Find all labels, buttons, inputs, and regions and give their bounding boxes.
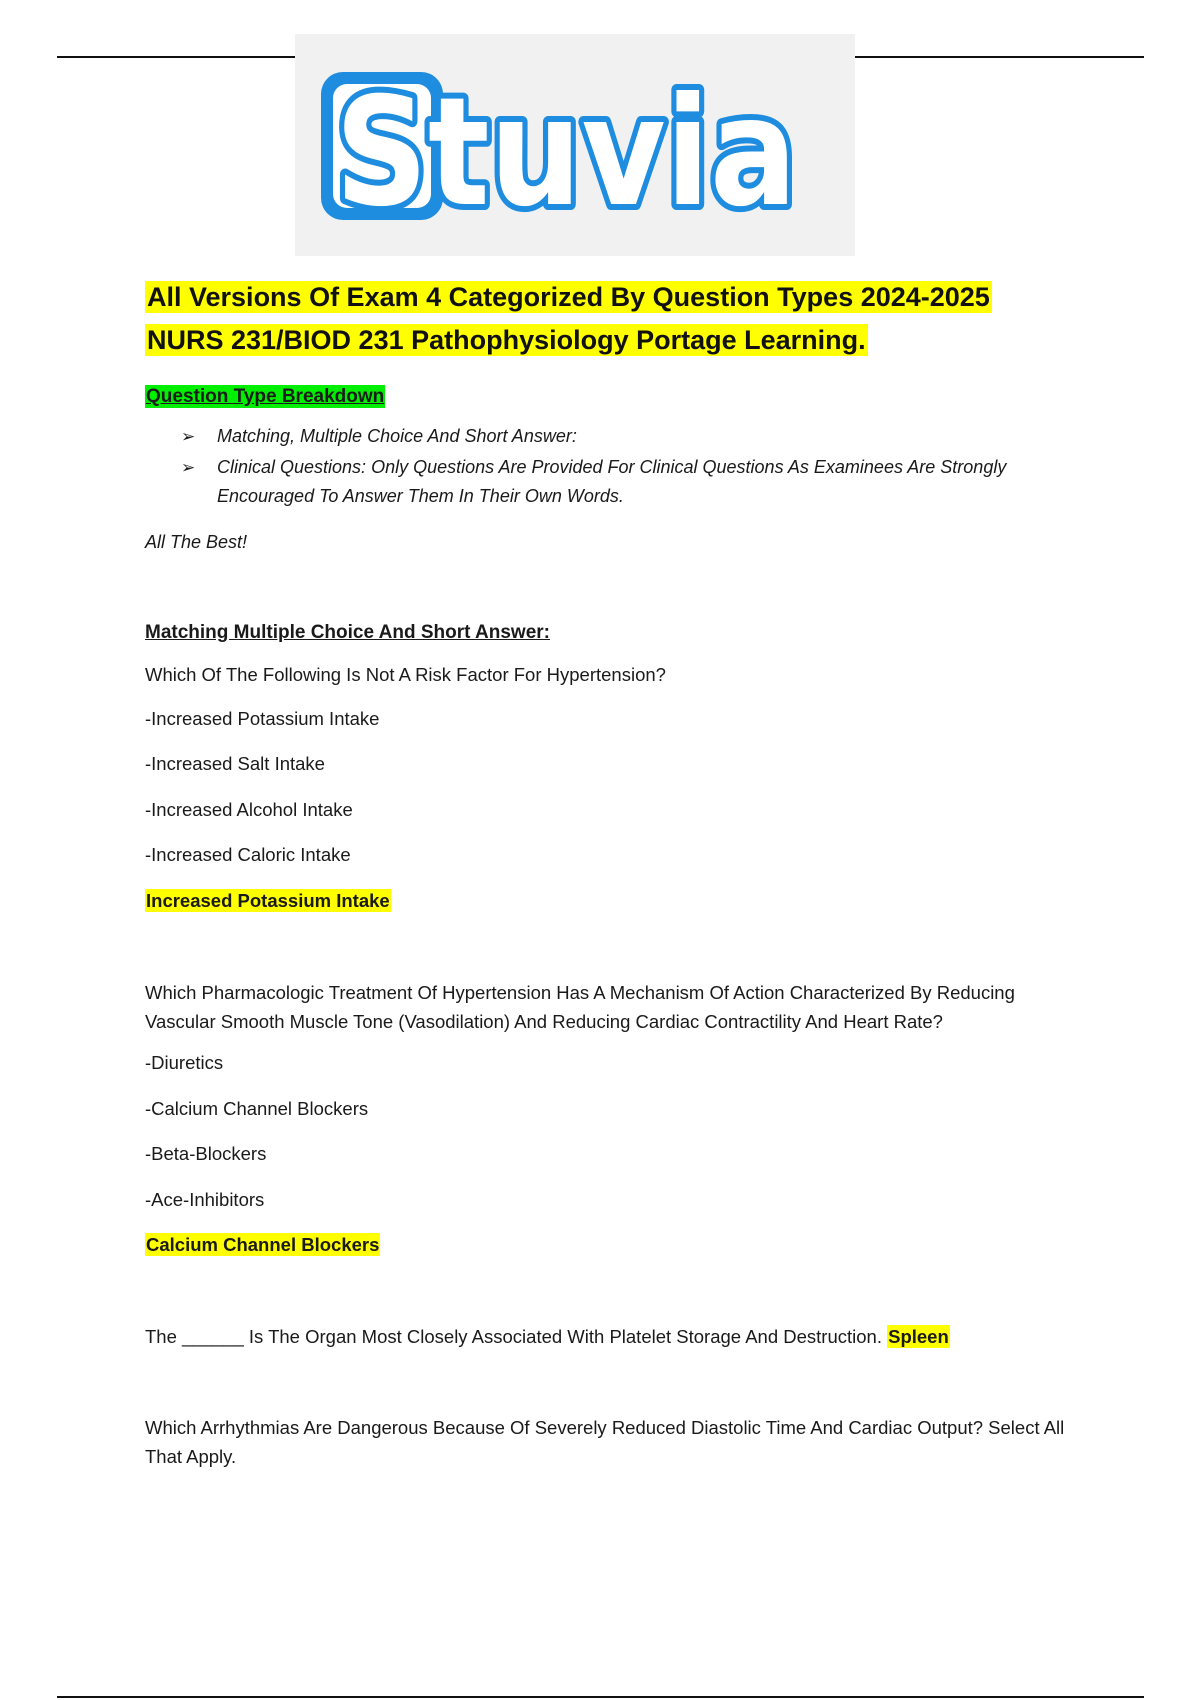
answer-option: -Ace-Inhibitors (145, 1189, 265, 1210)
stuvia-logo-graphic (295, 34, 855, 256)
question-block (145, 1322, 1065, 1351)
question-block (145, 660, 1065, 914)
arrow-bullet-icon: ➢ (181, 458, 196, 477)
title-line-1: All Versions Of Exam 4 Categorized By Question Types 2024-2025 (147, 282, 990, 312)
answer-option: -Calcium Channel Blockers (145, 1098, 369, 1119)
correct-answer: Calcium Channel Blockers (146, 1234, 380, 1255)
breakdown-item: ➢ Matching, Multiple Choice And Short Answer: (217, 422, 1065, 451)
breakdown-heading: Question Type Breakdown (146, 386, 385, 407)
document-body (145, 276, 1065, 1471)
document-title (145, 276, 1065, 362)
question-text: Which Arrhythmias Are Dangerous Because Of Severely Reduced Diastolic Time And Cardiac Output? Select All That Apply. (145, 1417, 1065, 1467)
breakdown-list (145, 422, 1065, 511)
closing-note: All The Best! (145, 532, 248, 552)
section-heading: Matching Multiple Choice And Short Answer: (145, 622, 550, 643)
question-text: Which Pharmacologic Treatment Of Hypertension Has A Mechanism Of Action Characterized By Reducing Vascular Smooth Muscle Tone (Vasodilation) And Reducing Cardiac Contractility And Heart Rate? (145, 982, 1015, 1032)
answer-option: -Increased Alcohol Intake (145, 799, 353, 820)
correct-answer: Increased Potassium Intake (146, 890, 390, 911)
answer-option: -Beta-Blockers (145, 1143, 267, 1164)
stuvia-logo (295, 34, 855, 256)
correct-answer: Spleen (888, 1326, 949, 1347)
question-block (145, 978, 1065, 1258)
answer-option: -Increased Caloric Intake (145, 844, 351, 865)
title-line-2: NURS 231/BIOD 231 Pathophysiology Portage Learning. (147, 325, 866, 355)
answer-option: -Increased Potassium Intake (145, 708, 380, 729)
question-text: Which Of The Following Is Not A Risk Factor For Hypertension? (145, 664, 666, 685)
question-text: The ______ Is The Organ Most Closely Associated With Platelet Storage And Destruction. Spleen (145, 1326, 949, 1347)
answer-option: -Diuretics (145, 1052, 224, 1073)
bottom-rule (57, 1696, 1144, 1698)
arrow-bullet-icon: ➢ (181, 427, 196, 446)
answer-option: -Increased Salt Intake (145, 753, 325, 774)
logo-wordmark: Stuvia (335, 66, 797, 240)
top-rule-right (855, 56, 1144, 58)
breakdown-item: ➢ Clinical Questions: Only Questions Are Provided For Clinical Questions As Examinees Are Strongly Encouraged To Answer Them In Their Own Words. (217, 453, 1065, 511)
question-block (145, 1413, 1065, 1471)
top-rule-left (57, 56, 295, 58)
